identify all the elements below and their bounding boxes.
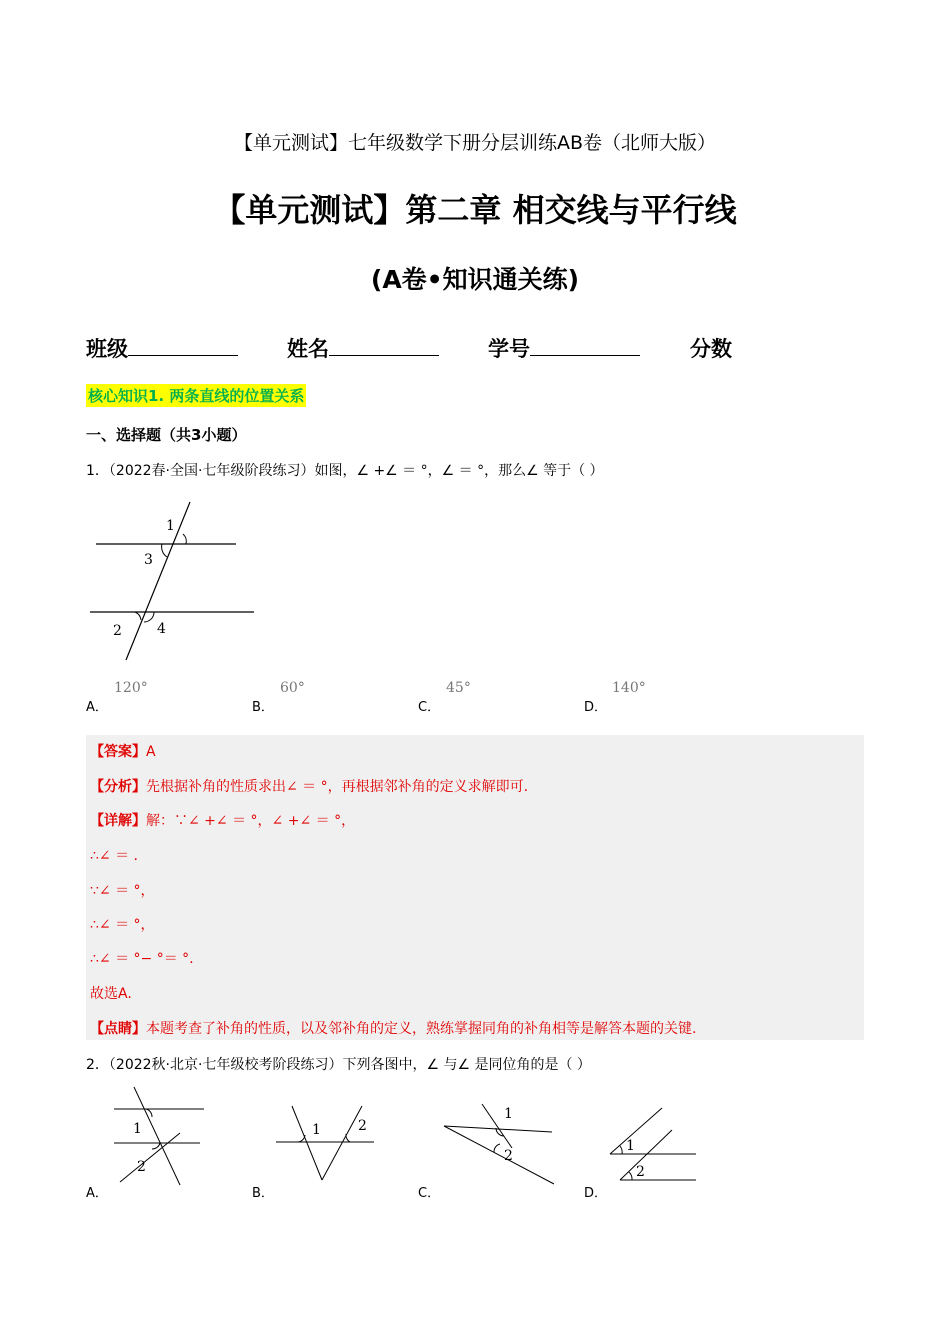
question-2-number: 2．: [86, 1057, 109, 1073]
line: [292, 1106, 322, 1180]
detail-tag: 【详解】: [90, 813, 146, 829]
name-field[interactable]: [287, 333, 439, 363]
class-blank[interactable]: [128, 335, 238, 356]
angle-4-arc: [144, 612, 154, 622]
id-field[interactable]: [488, 333, 640, 363]
answer-value: A: [146, 744, 156, 760]
step-1: ∴∠ ＝ .: [90, 848, 138, 864]
name-label: 姓名: [287, 337, 329, 361]
comment-line: [90, 1018, 696, 1038]
figure-label-3: 3: [144, 552, 153, 568]
page-subtitle: (A卷•知识通关练): [370, 265, 580, 294]
figure-label-1: 1: [166, 518, 175, 534]
series-title: 【单元测试】七年级数学下册分层训练AB卷（北师大版）: [233, 132, 717, 154]
core-knowledge-heading: 核心知识1. 两条直线的位置关系: [86, 384, 306, 407]
q1-option-a-value: 120°: [114, 680, 148, 696]
choose-line: 故选A.: [90, 986, 132, 1002]
q2a-label-2: 2: [137, 1159, 146, 1175]
step-2: ∵∠ ＝ °，: [90, 883, 155, 899]
angle-2-arc: [494, 1144, 500, 1152]
question-2-source: （2022秋·北京·七年级校考阶段练习）: [108, 1057, 343, 1073]
comment-text: 本题考查了补角的性质，以及邻补角的定义，熟练掌握同角的补角相等是解答本题的关键.: [146, 1021, 697, 1037]
angle-1-arc: [146, 1109, 152, 1117]
angle-2-arc: [135, 612, 141, 620]
q1-option-b-value: 60°: [280, 680, 305, 696]
q2-figure-d: [600, 1100, 710, 1185]
angle-3-arc: [162, 544, 167, 557]
question-2: [86, 1054, 591, 1074]
q2c-label-2: 2: [504, 1148, 513, 1164]
question-1-stem: 如图，∠ +∠ ＝ °，∠ ＝ °，那么∠ 等于（ ）: [314, 463, 604, 479]
q2-option-c[interactable]: C．: [418, 1186, 441, 1201]
q1-option-a[interactable]: A．: [86, 700, 108, 715]
q2-option-d[interactable]: D．: [584, 1186, 608, 1201]
q2c-label-1: 1: [504, 1106, 513, 1122]
q1-option-d-value: 140°: [612, 680, 646, 696]
figure-label-4: 4: [157, 621, 166, 637]
step-4: ∴∠ ＝ °− °＝ °.: [90, 951, 194, 967]
angle-1-arc: [183, 534, 186, 544]
line: [120, 1133, 180, 1182]
question-1: [86, 460, 604, 480]
id-blank[interactable]: [530, 335, 640, 356]
figure-label-2: 2: [113, 623, 122, 639]
answer-tag: 【答案】: [90, 744, 146, 760]
answer-line: [90, 741, 156, 761]
score-field: [690, 333, 732, 363]
analysis-line: [90, 776, 528, 796]
q1-option-d[interactable]: D．: [584, 700, 608, 715]
line: [322, 1106, 362, 1180]
q2b-label-2: 2: [358, 1118, 367, 1134]
step-3: ∴∠ ＝ °，: [90, 917, 155, 933]
question-1-source: （2022春·全国·七年级阶段练习）: [108, 463, 315, 479]
q2b-label-1: 1: [312, 1122, 321, 1138]
angle-1-arc: [620, 1146, 622, 1154]
detail-line: [90, 810, 355, 830]
class-field[interactable]: [86, 333, 238, 363]
q2-figure-c: [440, 1098, 560, 1188]
q2d-label-1: 1: [626, 1138, 635, 1154]
id-label: 学号: [488, 337, 530, 361]
q2-option-a[interactable]: A．: [86, 1186, 108, 1201]
question-1-figure: [80, 500, 270, 670]
angle-2-arc: [152, 1143, 160, 1149]
name-blank[interactable]: [329, 335, 439, 356]
q1-option-c-value: 45°: [446, 680, 471, 696]
page-title: 【单元测试】第二章 相交线与平行线: [213, 191, 737, 229]
angle-2-arc: [629, 1172, 632, 1180]
q1-option-b[interactable]: B．: [252, 700, 274, 715]
q2d-label-2: 2: [636, 1164, 645, 1180]
analysis-text: 先根据补角的性质求出∠ ＝ °，再根据邻补角的定义求解即可.: [146, 779, 529, 795]
q2-figure-a: [100, 1085, 215, 1190]
q2-figure-b: [270, 1100, 380, 1185]
q2a-label-1: 1: [133, 1121, 142, 1137]
detail-text: 解：∵∠ +∠ ＝ °，∠ +∠ ＝ °，: [146, 813, 356, 829]
question-2-stem: 下列各图中，∠ 与∠ 是同位角的是（ ）: [342, 1057, 591, 1073]
question-1-number: 1．: [86, 463, 109, 479]
analysis-tag: 【分析】: [90, 779, 146, 795]
q1-option-c[interactable]: C．: [418, 700, 441, 715]
q2-option-b[interactable]: B．: [252, 1186, 274, 1201]
section-heading: 一、选择题（共3小题）: [86, 426, 247, 444]
comment-tag: 【点睛】: [90, 1021, 146, 1037]
class-label: 班级: [86, 337, 128, 361]
score-label: 分数: [690, 337, 732, 361]
